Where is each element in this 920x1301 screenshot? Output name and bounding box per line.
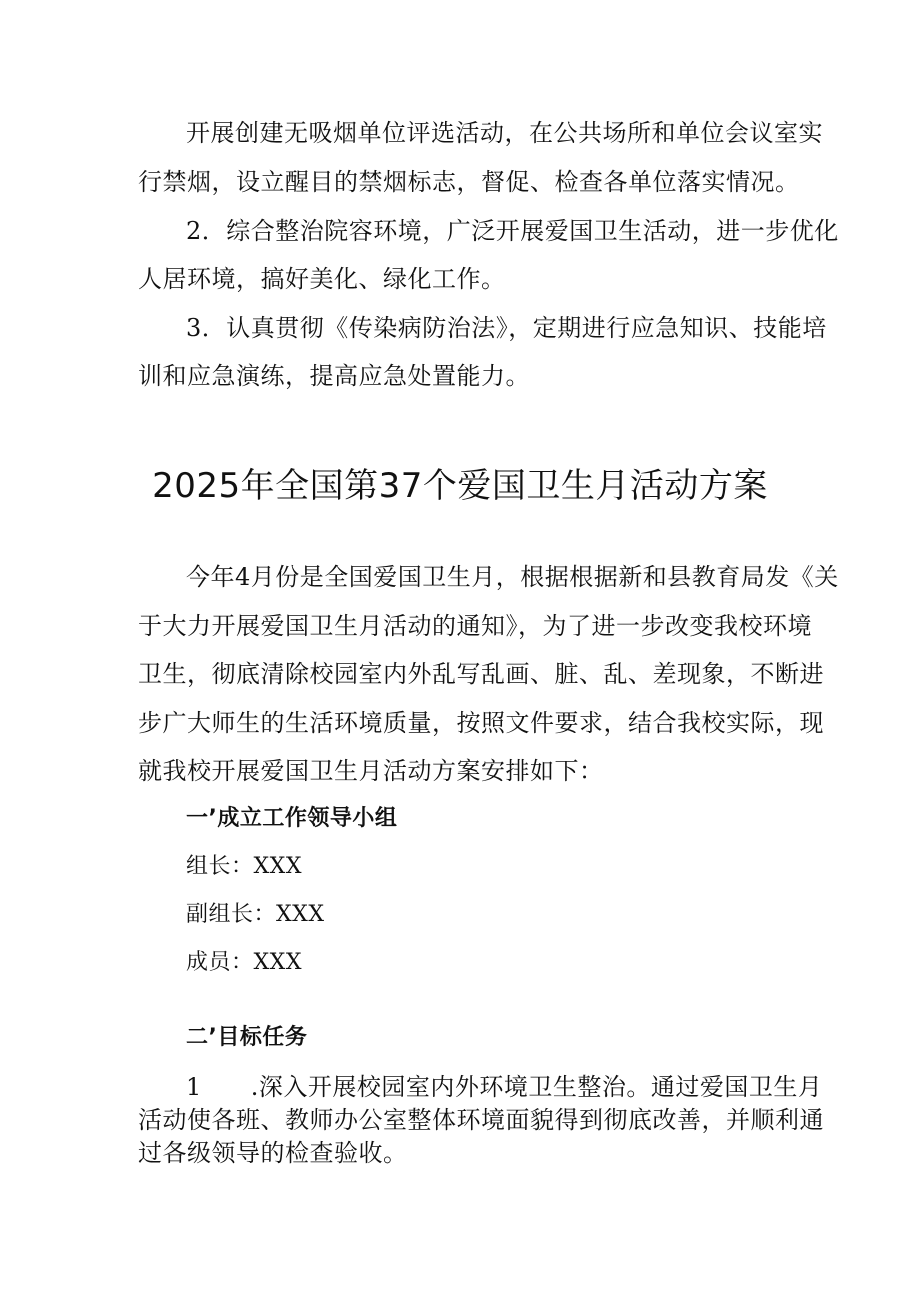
paragraph-line: 2．综合整治院容环境，广泛开展爱国卫生活动，进一步优化 — [186, 217, 839, 245]
paragraph-line: 开展创建无吸烟单位评选活动，在公共场所和单位会议室实 — [186, 119, 823, 147]
section-heading: 二’目标任务 — [186, 1025, 308, 1050]
paragraph-line: 3．认真贯彻《传染病防治法》，定期进行应急知识、技能培 — [186, 314, 827, 342]
task-line: 活动使各班、教师办公室整体环境面貌得到彻底改善，并顺利通 — [138, 1106, 824, 1134]
paragraph-line: 行禁烟，设立醒目的禁烟标志，督促、检查各单位落实情况。 — [138, 168, 800, 196]
leader-line: 组长：XXX — [186, 854, 302, 879]
paragraph-line: 人居环境，搞好美化、绿化工作。 — [138, 265, 506, 293]
intro-line: 卫生，彻底清除校园室内外乱写乱画、脏、乱、差现象，不断进 — [138, 660, 824, 688]
intro-line: 步广大师生的生活环境质量，按照文件要求，结合我校实际，现 — [138, 709, 824, 737]
section-heading: 一’成立工作领导小组 — [186, 806, 398, 831]
paragraph-line: 训和应急演练，提高应急处置能力。 — [138, 362, 530, 390]
intro-line: 今年4月份是全国爱国卫生月，根据根据新和县教育局发《关 — [186, 563, 839, 591]
intro-line: 于大力开展爱国卫生月活动的通知》，为了进一步改变我校环境 — [138, 612, 812, 640]
task-line: 过各级领导的检查验收。 — [138, 1139, 408, 1167]
members-line: 成员：XXX — [186, 950, 302, 975]
deputy-line: 副组长：XXX — [186, 902, 325, 927]
intro-line: 就我校开展爱国卫生月活动方案安排如下： — [138, 757, 604, 785]
task-line: 1 .深入开展校园室内外环境卫生整治。通过爱国卫生月 — [186, 1073, 823, 1101]
document-title: 2025年全国第37个爱国卫生月活动方案 — [152, 466, 768, 506]
